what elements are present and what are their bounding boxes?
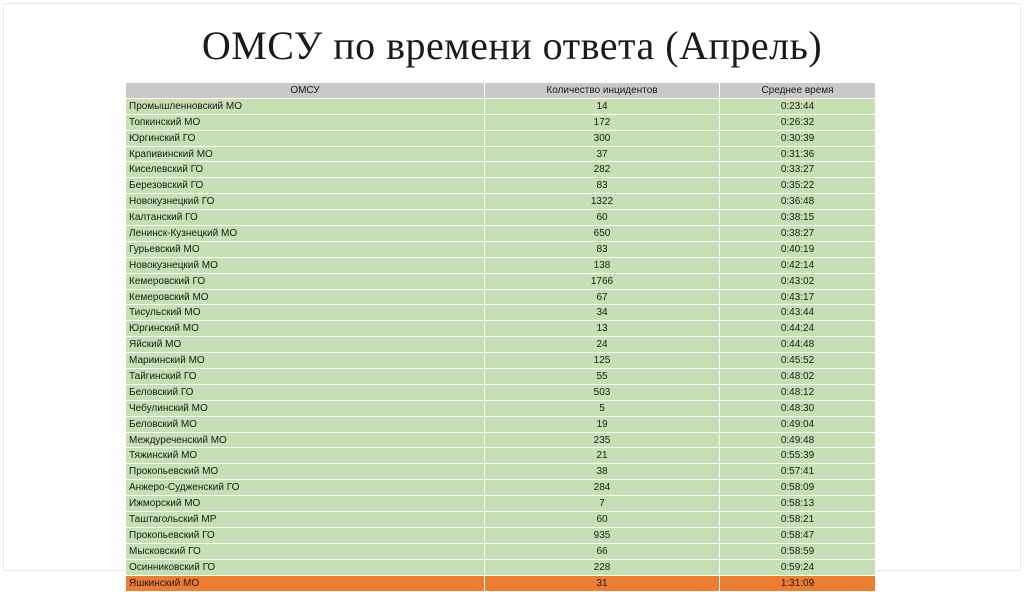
cell-incidents: 60 <box>485 512 720 528</box>
table-row <box>126 543 876 559</box>
cell-incidents: 24 <box>485 337 720 353</box>
cell-avg-time: 0:44:24 <box>720 321 876 337</box>
table-row <box>126 289 876 305</box>
table-row <box>126 400 876 416</box>
cell-avg-time: 0:43:02 <box>720 273 876 289</box>
cell-incidents: 935 <box>485 527 720 543</box>
cell-omsu: Беловский МО <box>126 416 485 432</box>
cell-avg-time: 0:45:52 <box>720 353 876 369</box>
cell-omsu: Прокопьевский МО <box>126 464 485 480</box>
table-row <box>126 432 876 448</box>
cell-omsu: Калтанский ГО <box>126 210 485 226</box>
cell-avg-time: 0:44:48 <box>720 337 876 353</box>
table-row <box>126 496 876 512</box>
cell-avg-time: 0:43:17 <box>720 289 876 305</box>
cell-omsu: Юргинский ГО <box>126 130 485 146</box>
cell-incidents: 83 <box>485 178 720 194</box>
cell-avg-time: 0:58:09 <box>720 480 876 496</box>
cell-avg-time: 0:48:12 <box>720 384 876 400</box>
cell-avg-time: 0:36:48 <box>720 194 876 210</box>
cell-avg-time: 0:58:59 <box>720 543 876 559</box>
cell-avg-time: 0:30:39 <box>720 130 876 146</box>
cell-omsu: Гурьевский МО <box>126 241 485 257</box>
response-time-table <box>125 82 876 592</box>
table-row <box>126 162 876 178</box>
cell-incidents: 1322 <box>485 194 720 210</box>
table-row <box>126 416 876 432</box>
cell-omsu: Юргинский МО <box>126 321 485 337</box>
cell-omsu: Беловский ГО <box>126 384 485 400</box>
cell-avg-time: 1:31:09 <box>720 575 876 591</box>
cell-incidents: 1766 <box>485 273 720 289</box>
cell-incidents: 31 <box>485 575 720 591</box>
cell-incidents: 34 <box>485 305 720 321</box>
table-row <box>126 273 876 289</box>
cell-omsu: Чебулинский МО <box>126 400 485 416</box>
cell-avg-time: 0:49:04 <box>720 416 876 432</box>
cell-omsu: Междуреченский МО <box>126 432 485 448</box>
cell-omsu: Киселевский ГО <box>126 162 485 178</box>
table-row <box>126 226 876 242</box>
cell-avg-time: 0:23:44 <box>720 98 876 114</box>
cell-omsu: Промышленновский МО <box>126 98 485 114</box>
cell-omsu: Тайгинский ГО <box>126 369 485 385</box>
cell-avg-time: 0:38:27 <box>720 226 876 242</box>
cell-incidents: 125 <box>485 353 720 369</box>
table-row <box>126 257 876 273</box>
cell-avg-time: 0:49:48 <box>720 432 876 448</box>
cell-incidents: 55 <box>485 369 720 385</box>
cell-omsu: Тисульский МО <box>126 305 485 321</box>
table-row <box>126 210 876 226</box>
cell-omsu: Топкинский МО <box>126 114 485 130</box>
cell-incidents: 60 <box>485 210 720 226</box>
cell-avg-time: 0:38:15 <box>720 210 876 226</box>
cell-incidents: 300 <box>485 130 720 146</box>
cell-incidents: 19 <box>485 416 720 432</box>
cell-omsu: Крапивинский МО <box>126 146 485 162</box>
table-header-row <box>126 83 876 99</box>
cell-avg-time: 0:33:27 <box>720 162 876 178</box>
cell-omsu: Таштагольский МР <box>126 512 485 528</box>
cell-omsu: Мысковский ГО <box>126 543 485 559</box>
cell-incidents: 503 <box>485 384 720 400</box>
table-row <box>126 512 876 528</box>
table-row <box>126 130 876 146</box>
cell-omsu: Кемеровский ГО <box>126 273 485 289</box>
cell-avg-time: 0:55:39 <box>720 448 876 464</box>
cell-avg-time: 0:26:32 <box>720 114 876 130</box>
cell-omsu: Яйский МО <box>126 337 485 353</box>
cell-avg-time: 0:42:14 <box>720 257 876 273</box>
cell-incidents: 37 <box>485 146 720 162</box>
cell-incidents: 83 <box>485 241 720 257</box>
cell-incidents: 38 <box>485 464 720 480</box>
cell-omsu: Тяжинский МО <box>126 448 485 464</box>
cell-avg-time: 0:58:47 <box>720 527 876 543</box>
cell-avg-time: 0:48:02 <box>720 369 876 385</box>
cell-omsu: Яшкинский МО <box>126 575 485 591</box>
cell-omsu: Прокопьевский ГО <box>126 527 485 543</box>
table-row <box>126 575 876 591</box>
cell-avg-time: 0:48:30 <box>720 400 876 416</box>
cell-incidents: 7 <box>485 496 720 512</box>
cell-omsu: Ижморский МО <box>126 496 485 512</box>
cell-incidents: 13 <box>485 321 720 337</box>
table-row <box>126 559 876 575</box>
cell-omsu: Осинниковский ГО <box>126 559 485 575</box>
table-row <box>126 194 876 210</box>
table-row <box>126 527 876 543</box>
cell-avg-time: 0:35:22 <box>720 178 876 194</box>
cell-omsu: Ленинск-Кузнецкий МО <box>126 226 485 242</box>
cell-omsu: Анжеро-Судженский ГО <box>126 480 485 496</box>
cell-incidents: 66 <box>485 543 720 559</box>
cell-incidents: 228 <box>485 559 720 575</box>
table-row <box>126 384 876 400</box>
cell-avg-time: 0:57:41 <box>720 464 876 480</box>
cell-omsu: Мариинский МО <box>126 353 485 369</box>
cell-incidents: 282 <box>485 162 720 178</box>
table-row <box>126 241 876 257</box>
cell-avg-time: 0:31:36 <box>720 146 876 162</box>
table-row <box>126 369 876 385</box>
cell-incidents: 138 <box>485 257 720 273</box>
column-header-omsu: ОМСУ <box>126 83 485 99</box>
cell-omsu: Новокузнецкий МО <box>126 257 485 273</box>
table-row <box>126 305 876 321</box>
cell-avg-time: 0:58:21 <box>720 512 876 528</box>
table-row <box>126 98 876 114</box>
table-row <box>126 146 876 162</box>
column-header-avg-time: Среднее время <box>720 83 876 99</box>
cell-incidents: 284 <box>485 480 720 496</box>
cell-incidents: 235 <box>485 432 720 448</box>
cell-incidents: 14 <box>485 98 720 114</box>
slide-title: ОМСУ по времени ответа (Апрель) <box>201 23 823 68</box>
cell-avg-time: 0:40:19 <box>720 241 876 257</box>
cell-avg-time: 0:59:24 <box>720 559 876 575</box>
cell-incidents: 21 <box>485 448 720 464</box>
table-row <box>126 114 876 130</box>
cell-incidents: 650 <box>485 226 720 242</box>
cell-incidents: 67 <box>485 289 720 305</box>
column-header-incidents: Количество инцидентов <box>485 83 720 99</box>
table-row <box>126 353 876 369</box>
table-row <box>126 464 876 480</box>
cell-omsu: Кемеровский МО <box>126 289 485 305</box>
table-row <box>126 480 876 496</box>
table-row <box>126 337 876 353</box>
cell-incidents: 5 <box>485 400 720 416</box>
table-row <box>126 321 876 337</box>
cell-avg-time: 0:58:13 <box>720 496 876 512</box>
cell-omsu: Березовский ГО <box>126 178 485 194</box>
cell-omsu: Новокузнецкий ГО <box>126 194 485 210</box>
table-row <box>126 448 876 464</box>
cell-incidents: 172 <box>485 114 720 130</box>
table-row <box>126 178 876 194</box>
cell-avg-time: 0:43:44 <box>720 305 876 321</box>
